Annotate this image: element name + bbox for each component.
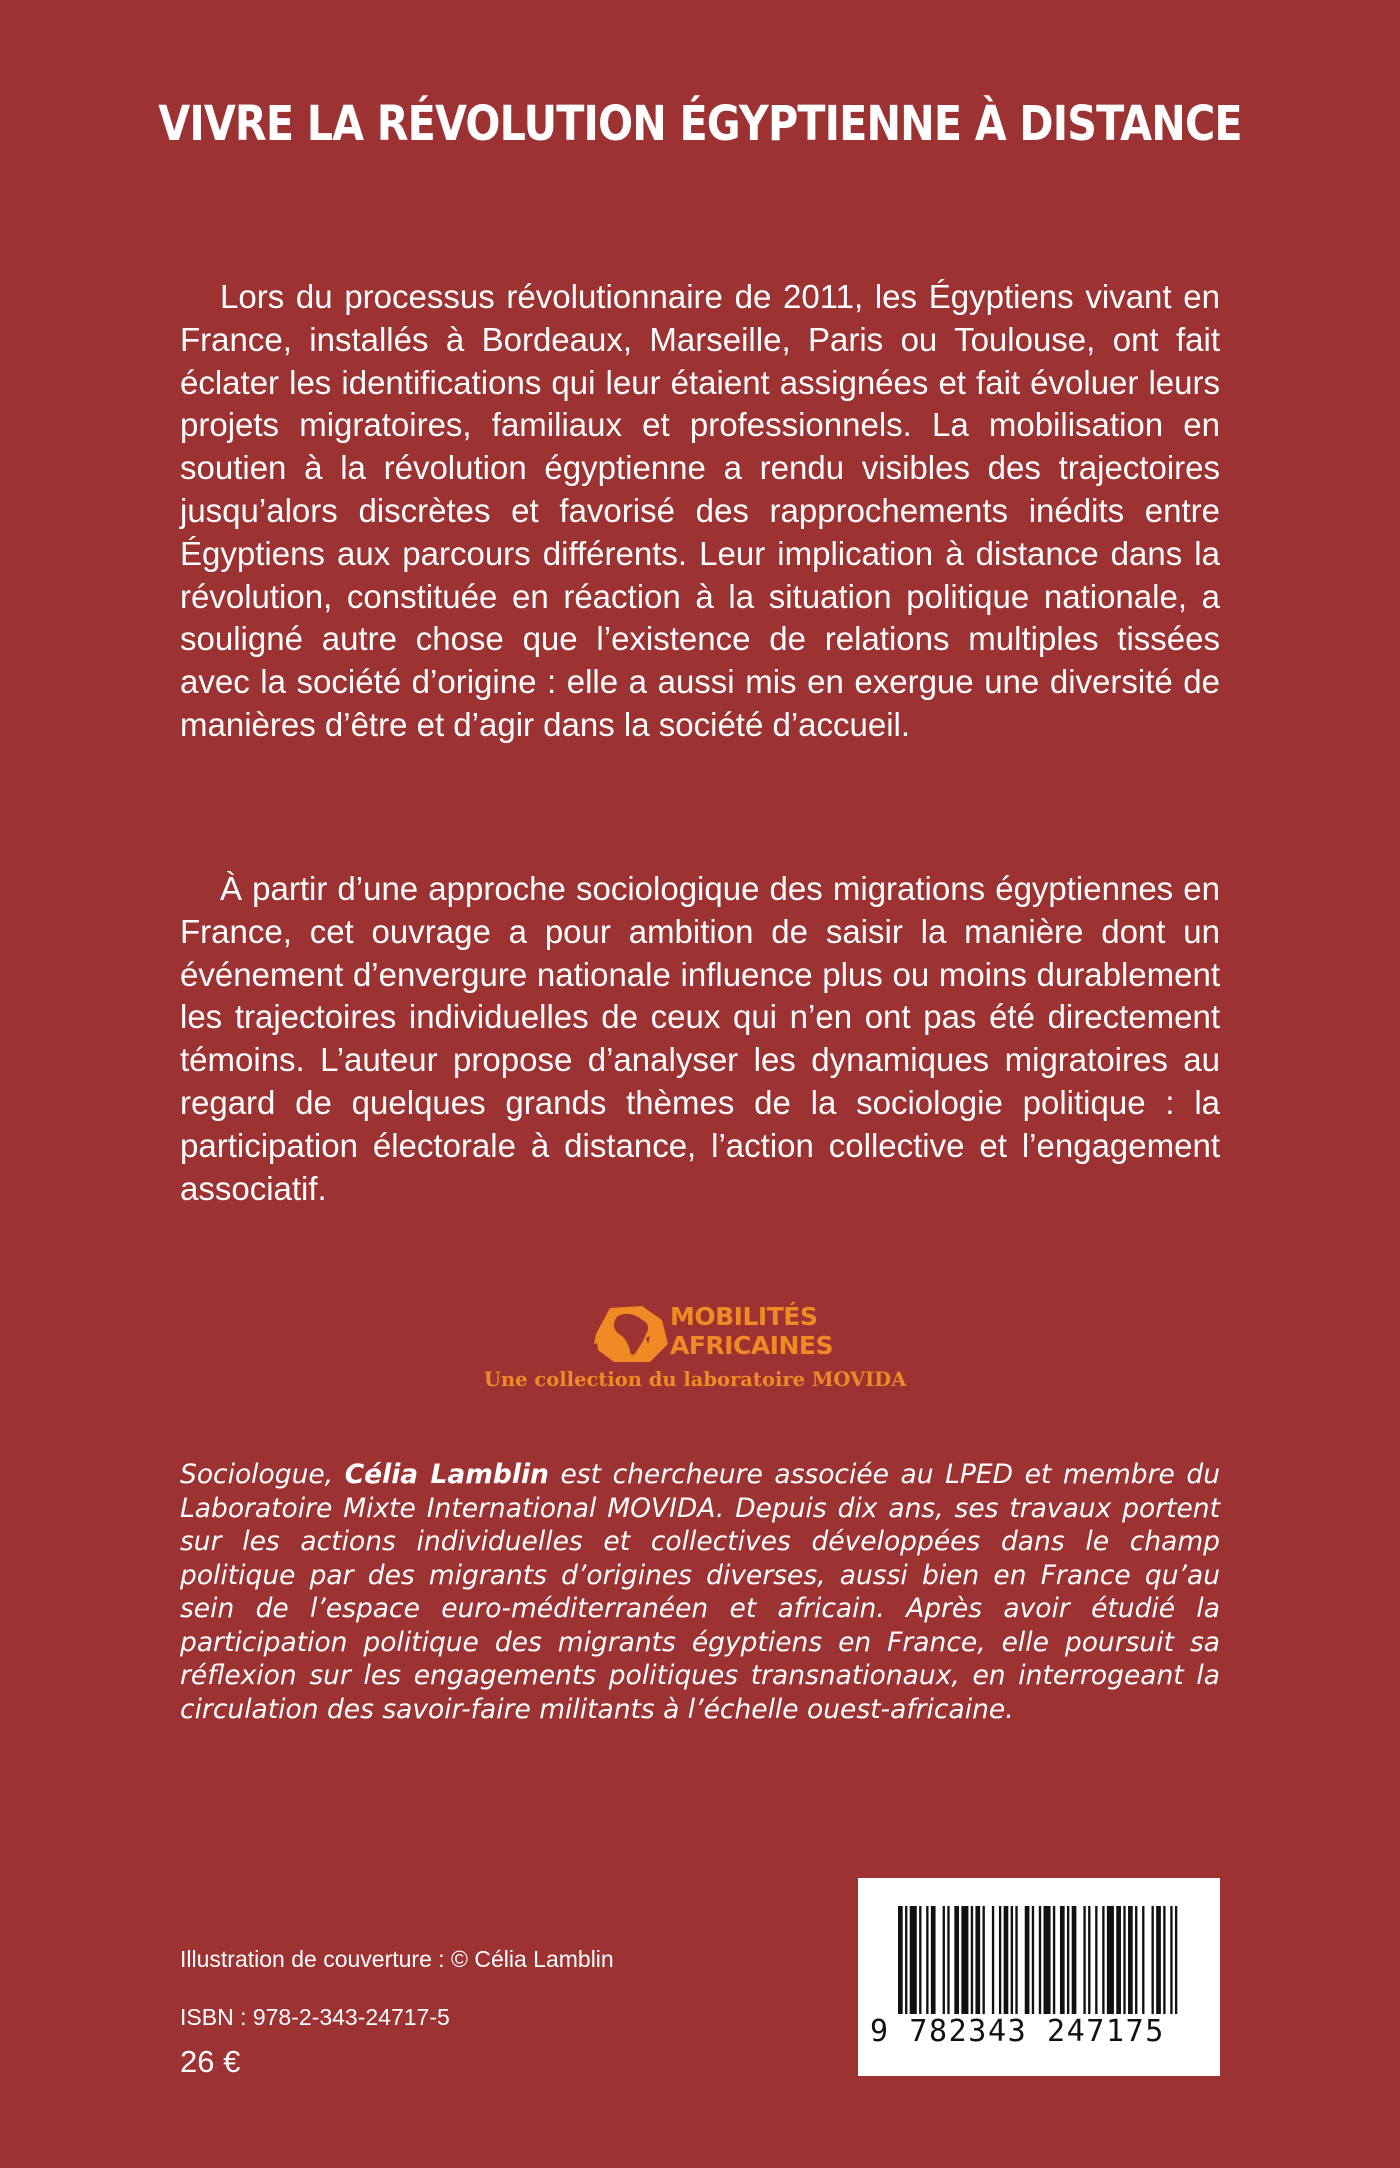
barcode-bar-36 — [1151, 1906, 1153, 2014]
isbn: ISBN : 978-2-343-24717-5 — [180, 2004, 450, 2030]
barcode-bar-40 — [1175, 1906, 1177, 2014]
barcode-bar-25 — [1072, 1906, 1077, 2014]
barcode-bar-27 — [1088, 1906, 1090, 2014]
barcode-bar-38 — [1163, 1906, 1165, 2014]
barcode-bar-24 — [1067, 1906, 1069, 2014]
barcode-bar-4 — [926, 1906, 928, 2014]
barcode-bar-28 — [1095, 1906, 1097, 2014]
summary-paragraph-1-text: Lors du processus révolutionnaire de 2011, les Égyptiens vivant en France, installés à Bordeaux, Marseille, Paris ou Toulouse, ont fait éclater les identifications qui leur étaient assignées et fait évoluer leurs projets migratoires, familiaux et professionnels. La mobilisation en soutien à la révolution égyptienne a rendu visibles des trajectoires jusqu’alors discrètes et favorisé des rapprochements inédits entre Égyptiens aux parcours différents. Leur implication à distance dans la révolution, constituée en réaction à la situation politique nationale, a souligné autre chose que l’existence de relations multiples tissées avec la société d’origine : elle a aussi mis en exergue une diversité de manières d’être et d’agir dans la société d’accueil. — [180, 278, 1220, 743]
collection-name-line-1: MOBILITÉS — [670, 1302, 818, 1331]
barcode-bar-37 — [1156, 1906, 1161, 2014]
collection-logo — [470, 1300, 940, 1400]
summary-paragraph-1 — [180, 276, 1220, 747]
barcode-bar-2 — [910, 1906, 917, 2014]
barcode-digits: 9 782343 247175 — [870, 2014, 1165, 2049]
collection-subtitle: Une collection du laboratoire MOVIDA — [484, 1368, 907, 1391]
barcode-bar-26 — [1083, 1906, 1085, 2014]
barcode-bars — [898, 1906, 1182, 2014]
barcode-bar-14 — [999, 1906, 1001, 2014]
barcode-bar-18 — [1025, 1906, 1030, 2014]
barcode-bar-30 — [1107, 1906, 1114, 2014]
barcode-bar-9 — [961, 1906, 968, 2014]
barcode-bar-33 — [1128, 1906, 1133, 2014]
book-title: VIVRE LA RÉVOLUTION ÉGYPTIENNE À DISTANCE — [158, 96, 1242, 152]
author-name: Célia Lamblin — [344, 1459, 549, 1490]
barcode-bar-11 — [975, 1906, 980, 2014]
price: 26 € — [180, 2044, 241, 2079]
cover-credit: Illustration de couverture : © Célia Lamblin — [180, 1946, 614, 1972]
barcode-bar-32 — [1123, 1906, 1125, 2014]
barcode-bar-3 — [919, 1906, 921, 2014]
barcode-bar-13 — [992, 1906, 994, 2014]
barcode-bar-17 — [1015, 1906, 1017, 2014]
barcode-bar-31 — [1116, 1906, 1121, 2014]
summary-paragraph-2-text: À partir d’une approche sociologique des migrations égyptiennes en France, cet ouvrage a pour ambition de saisir la manière dont un événement d’envergure nationale influence plus ou moins durablement les trajectoires individuelles de ceux qui n’en ont pas été directement témoins. L’auteur propose d’analyser les dynamiques migratoires au regard de quelques grands thèmes de la sociologie politique : la participation électorale à distance, l’action collective et l’engagement associatif. — [180, 870, 1220, 1207]
bio-text: est chercheure associée au LPED et membre du Laboratoire Mixte International MOVIDA. Depuis dix ans, ses travaux portent sur les actions individuelles et collectives développées dans le champ politique par des migrants d’origines diverses, aussi bien en France qu’au sein de l’espace euro-méditerranéen et africain. Après avoir étudié la participation politique des migrants égyptiens en France, elle poursuit sa réflexion sur les engagements politiques transnationaux, en interrogeant la circulation des savoir-faire militants à l’échelle ouest-africaine. — [180, 1459, 1220, 1725]
bio-intro: Sociologue, — [180, 1459, 334, 1490]
barcode-bar-8 — [954, 1906, 959, 2014]
barcode-bar-7 — [947, 1906, 949, 2014]
barcode-bar-21 — [1044, 1906, 1051, 2014]
barcode-bar-39 — [1170, 1906, 1172, 2014]
barcode-bar-15 — [1004, 1906, 1009, 2014]
barcode-bar-16 — [1011, 1906, 1013, 2014]
barcode-bar-29 — [1102, 1906, 1104, 2014]
collection-name — [670, 1302, 833, 1360]
barcode-bar-5 — [931, 1906, 936, 2014]
summary-paragraph-2 — [180, 868, 1220, 1210]
collection-name-line-2: AFRICAINES — [670, 1331, 833, 1360]
barcode-bar-35 — [1142, 1906, 1144, 2014]
barcode-bar-1 — [905, 1906, 907, 2014]
barcode-bar-12 — [983, 1906, 985, 2014]
barcode — [858, 1878, 1220, 2076]
barcode-bar-34 — [1135, 1906, 1137, 2014]
barcode-bar-20 — [1039, 1906, 1041, 2014]
author-bio — [180, 1458, 1220, 1726]
barcode-bar-22 — [1053, 1906, 1055, 2014]
barcode-bar-23 — [1060, 1906, 1065, 2014]
barcode-bar-19 — [1032, 1906, 1034, 2014]
barcode-bar-10 — [971, 1906, 973, 2014]
barcode-bar-6 — [943, 1906, 945, 2014]
barcode-bar-0 — [898, 1906, 903, 2014]
